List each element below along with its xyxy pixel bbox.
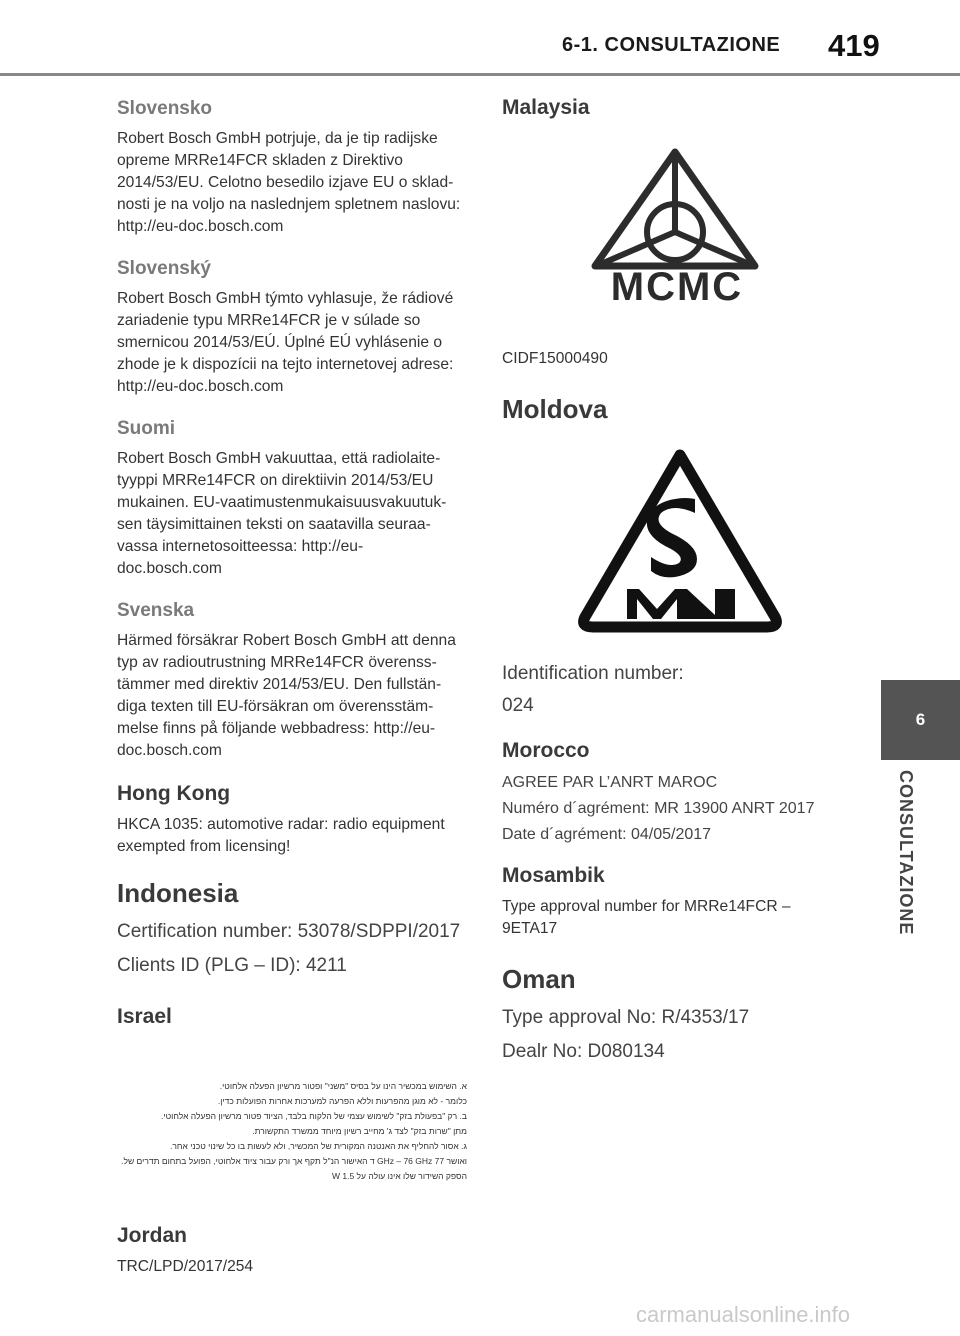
text-line: ב. רק "בפעולת בזק" לשימוש עצמי של הלקוח בלבד, הציוד פטור מרשיון הפעלה אלחוטי. (161, 1111, 467, 1121)
section-hong-kong (117, 782, 467, 858)
text-slovensko (117, 128, 467, 238)
section-slovensky (117, 258, 467, 398)
section-malaysia (502, 96, 842, 370)
mosambik-line: Type approval number for MRRe14FCR – (502, 898, 791, 915)
text-line: הספק השידור שלו אינו עולה על W 1.5 (331, 1171, 467, 1181)
text-line: zhode je k dispozícii na tejto internetovej adrese: (117, 356, 454, 373)
moldova-id-value: 024 (502, 695, 534, 716)
malaysia-cidf-code: CIDF15000490 (502, 350, 608, 367)
heading-indonesia: Indonesia (117, 878, 239, 908)
text-line: opreme MRRe14FCR skladen z Direktivo (117, 152, 403, 169)
left-column (117, 98, 467, 1278)
text-line: zariadenie typu MRRe14FCR je v súlade so (117, 312, 421, 329)
text-hong-kong (117, 814, 467, 858)
heading-oman: Oman (502, 964, 576, 994)
chapter-side-label (895, 770, 925, 940)
section-oman (502, 964, 842, 1065)
heading-malaysia: Malaysia (502, 96, 590, 119)
heading-jordan: Jordan (117, 1224, 188, 1247)
text-line: exempted from licensing! (117, 838, 291, 855)
sm-triangle-icon (575, 447, 785, 633)
indonesia-clients-id: Clients ID (PLG – ID): 4211 (117, 955, 347, 976)
text-line: nosti je na voljo na naslednjem spletnem naslovu: (117, 196, 461, 213)
israel-hebrew-text (117, 1079, 467, 1184)
text-line: melse finns på följande webbadress: http://eu- (117, 720, 436, 737)
heading-slovensky: Slovenský (117, 258, 211, 279)
jordan-code: TRC/LPD/2017/254 (117, 1258, 254, 1275)
text-line: doc.bosch.com (117, 742, 222, 759)
text-line: HKCA 1035: automotive radar: radio equipment (117, 816, 445, 833)
text-svenska (117, 630, 467, 762)
text-slovensky (117, 288, 467, 398)
oman-type-approval: Type approval No: R/4353/17 (502, 1007, 750, 1028)
chapter-side-label-text: CONSULTAZIONE (896, 770, 916, 936)
watermark: carmanualsonline.info (636, 1302, 851, 1327)
heading-hong-kong: Hong Kong (117, 782, 231, 805)
text-line: Härmed försäkrar Robert Bosch GmbH att denna (117, 632, 456, 649)
text-line: diga texten till EU-försäkran om överensstäm- (117, 698, 434, 715)
heading-suomi: Suomi (117, 418, 176, 439)
text-line: smernicou 2014/53/EÚ. Úplné EÚ vyhlásenie o (117, 334, 443, 351)
text-line: vassa internetosoitteessa: http://eu- (117, 538, 364, 555)
heading-svenska: Svenska (117, 600, 195, 621)
moldova-id-label: Identification number: (502, 663, 684, 684)
text-line: א. השימוש במכשיר הינו על בסיס "משני" ופטור מרשיון הפעלה אלחוטי. (219, 1081, 467, 1091)
text-line: typ av radioutrustning MRRe14FCR överenss- (117, 654, 437, 671)
chapter-tab-number: 6 (915, 710, 926, 729)
text-line: Robert Bosch GmbH potrjuje, da je tip radijske (117, 130, 438, 147)
text-line: mukainen. EU-vaatimustenmukaisuusvakuutuk- (117, 494, 447, 511)
heading-moldova: Moldova (502, 394, 608, 424)
section-title: 6-1. CONSULTAZIONE (562, 34, 781, 56)
text-line: ג. אסור להחליף את האנטנה המקורית של המכשיר, ולא לעשות בו כל שינוי טכני אחר. (170, 1141, 467, 1151)
header-divider (0, 73, 960, 76)
section-suomi (117, 418, 467, 580)
text-line: doc.bosch.com (117, 560, 222, 577)
text-line: Robert Bosch GmbH týmto vyhlasuje, že rádiové (117, 290, 454, 307)
mcmc-logo (587, 146, 763, 309)
morocco-line: AGREE PAR L’ANRT MAROC (502, 774, 718, 791)
text-line: http://eu-doc.bosch.com (117, 378, 284, 395)
text-line: כלומר - לא מוגן מהפרעות וללא הפרעה למערכות אחרות הפועלות כדין. (217, 1096, 467, 1106)
section-mosambik (502, 864, 842, 940)
section-moldova (502, 394, 842, 719)
heading-slovensko: Slovensko (117, 98, 213, 119)
mcmc-logo-text: MCMC (610, 265, 744, 309)
indonesia-cert-number: Certification number: 53078/SDPPI/2017 (117, 921, 461, 942)
sm-logo (575, 447, 785, 633)
heading-morocco: Morocco (502, 739, 590, 762)
mcmc-triangle-icon (587, 146, 763, 270)
section-slovensko (117, 98, 467, 238)
text-suomi (117, 448, 467, 580)
section-indonesia (117, 878, 467, 979)
mosambik-line: 9ETA17 (502, 920, 558, 937)
page-number: 419 (828, 28, 880, 63)
morocco-line: Numéro d´agrément: MR 13900 ANRT 2017 (502, 800, 815, 817)
text-line: Robert Bosch GmbH vakuuttaa, että radiolaite- (117, 450, 441, 467)
heading-israel: Israel (117, 1005, 172, 1028)
text-line: tyyppi MRRe14FCR on direktiivin 2014/53/EU (117, 472, 434, 489)
section-svenska (117, 600, 467, 762)
text-line: מתן "שרות בזק" לצד ג' מחייב רשיון מיוחד ממשרד התקשורת. (252, 1126, 467, 1136)
section-jordan (117, 1224, 467, 1278)
section-morocco (502, 739, 842, 846)
oman-dealer-number: Dealr No: D080134 (502, 1041, 665, 1062)
text-line: tämmer med direktiv 2014/53/EU. Den fullstän- (117, 676, 442, 693)
text-line: sen täysimittainen teksti on saatavilla seuraa- (117, 516, 431, 533)
text-line: 2014/53/EU. Celotno besedilo izjave EU o sklad- (117, 174, 454, 191)
right-column (502, 96, 842, 1065)
morocco-line: Date d´agrément: 04/05/2017 (502, 826, 712, 843)
text-line: http://eu-doc.bosch.com (117, 218, 284, 235)
heading-mosambik: Mosambik (502, 864, 605, 887)
text-line: ואושר 77 GHz – 76 GHz ד האישור הנ"ל תקף אך ורק עבור ציוד אלחוטי, הפועל בתחום תדרים של. (121, 1156, 467, 1166)
section-israel (117, 1005, 467, 1184)
